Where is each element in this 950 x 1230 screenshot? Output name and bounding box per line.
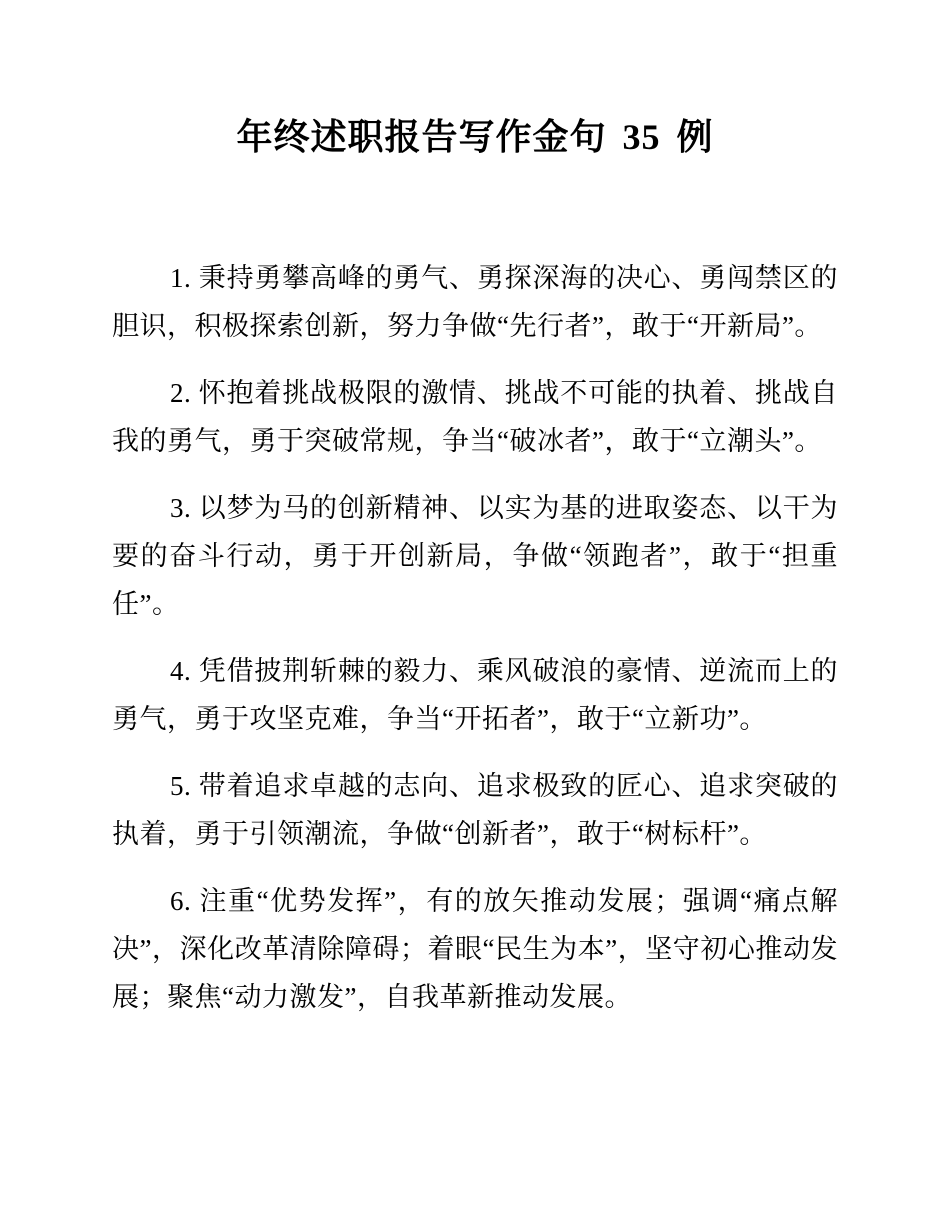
document-body xyxy=(112,254,838,1021)
paragraph-1: 1. 秉持勇攀高峰的勇气、勇探深海的决心、勇闯禁区的胆识，积极探索创新，努力争做“先行者”，敢于“开新局”。 xyxy=(112,263,838,341)
paragraph-3: 3. 以梦为马的创新精神、以实为基的进取姿态、以干为要的奋斗行动，勇于开创新局，争做“领跑者”，敢于“担重任”。 xyxy=(112,493,838,619)
paragraph-4: 4. 凭借披荆斩棘的毅力、乘风破浪的豪情、逆流而上的勇气，勇于攻坚克难，争当“开拓者”，敢于“立新功”。 xyxy=(112,656,838,734)
paragraph-5: 5. 带着追求卓越的志向、追求极致的匠心、追求突破的执着，勇于引领潮流，争做“创新者”，敢于“树标杆”。 xyxy=(112,771,838,849)
document-title: 年终述职报告写作金句 35 例 xyxy=(236,117,714,157)
paragraph-2: 2. 怀抱着挑战极限的激情、挑战不可能的执着、挑战自我的勇气，勇于突破常规，争当“破冰者”，敢于“立潮头”。 xyxy=(112,378,838,456)
paragraph-6: 6. 注重“优势发挥”，有的放矢推动发展；强调“痛点解决”，深化改革清除障碍；着眼“民生为本”，坚守初心推动发展；聚焦“动力激发”，自我革新推动发展。 xyxy=(112,886,838,1012)
